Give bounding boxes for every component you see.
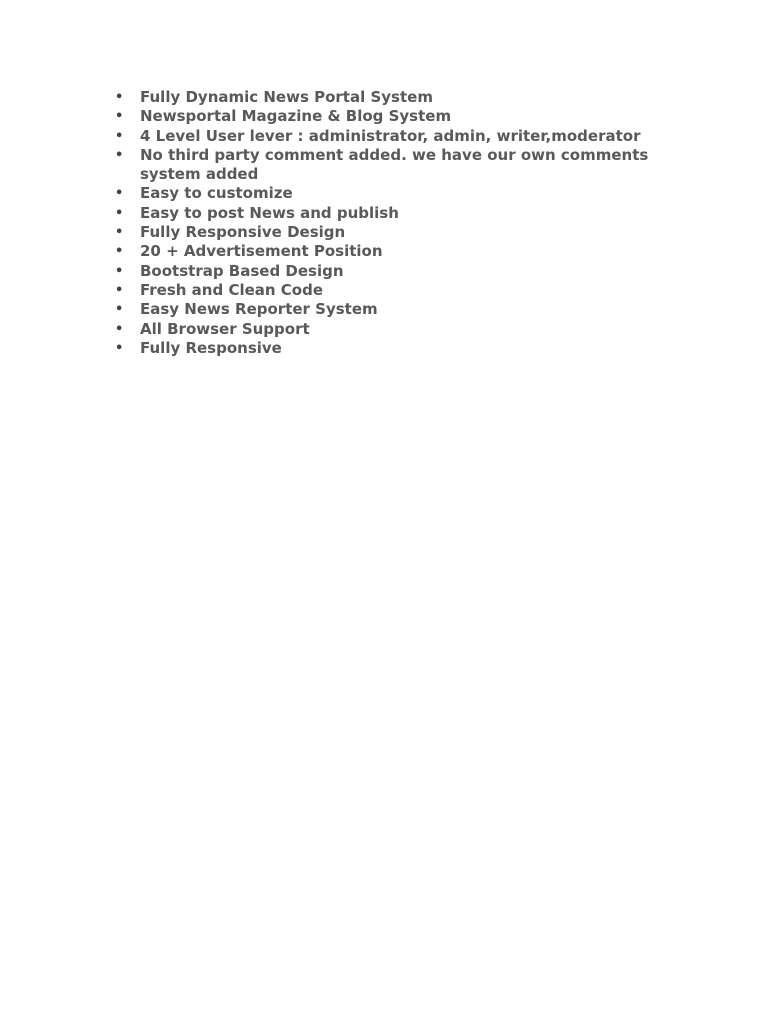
list-item bbox=[110, 107, 670, 126]
bullet-icon: • bbox=[115, 186, 124, 202]
list-item bbox=[110, 281, 670, 300]
list-item bbox=[110, 339, 670, 358]
list-item-text: No third party comment added. we have our own comments system added bbox=[140, 145, 649, 184]
bullet-icon: • bbox=[115, 244, 124, 260]
list-item bbox=[110, 242, 670, 261]
list-item-text: Fresh and Clean Code bbox=[140, 280, 324, 299]
list-item-text: Newsportal Magazine & Blog System bbox=[140, 107, 452, 126]
list-item-text: 20 + Advertisement Position bbox=[140, 242, 383, 261]
list-item bbox=[110, 262, 670, 281]
list-item bbox=[110, 184, 670, 203]
bullet-icon: • bbox=[115, 340, 124, 356]
list-item-text: Fully Responsive bbox=[140, 338, 282, 357]
list-item bbox=[110, 204, 670, 223]
list-item bbox=[110, 300, 670, 319]
list-item bbox=[110, 88, 670, 107]
bullet-icon: • bbox=[115, 302, 124, 318]
bullet-icon: • bbox=[115, 205, 124, 221]
bullet-icon: • bbox=[115, 128, 124, 144]
bullet-icon: • bbox=[115, 225, 124, 241]
bullet-icon: • bbox=[115, 147, 124, 163]
list-item-text: Easy to post News and publish bbox=[140, 203, 399, 222]
list-item-text: Easy News Reporter System bbox=[140, 300, 378, 319]
bullet-icon: • bbox=[115, 109, 124, 125]
bullet-icon: • bbox=[115, 282, 124, 298]
list-item bbox=[110, 223, 670, 242]
list-item-text: Fully Responsive Design bbox=[140, 223, 346, 242]
feature-list bbox=[110, 88, 670, 358]
bullet-icon: • bbox=[115, 90, 124, 105]
list-item-text: All Browser Support bbox=[140, 319, 310, 338]
bullet-icon: • bbox=[115, 263, 124, 279]
list-item bbox=[110, 320, 670, 339]
list-item bbox=[110, 146, 670, 185]
bullet-icon: • bbox=[115, 321, 124, 337]
list-item-text: Fully Dynamic News Portal System bbox=[140, 88, 433, 106]
list-item-text: Bootstrap Based Design bbox=[140, 261, 344, 280]
list-item-text: 4 Level User lever : administrator, admin, writer,moderator bbox=[140, 126, 641, 145]
list-item-text: Easy to customize bbox=[140, 184, 293, 203]
list-item bbox=[110, 127, 670, 146]
